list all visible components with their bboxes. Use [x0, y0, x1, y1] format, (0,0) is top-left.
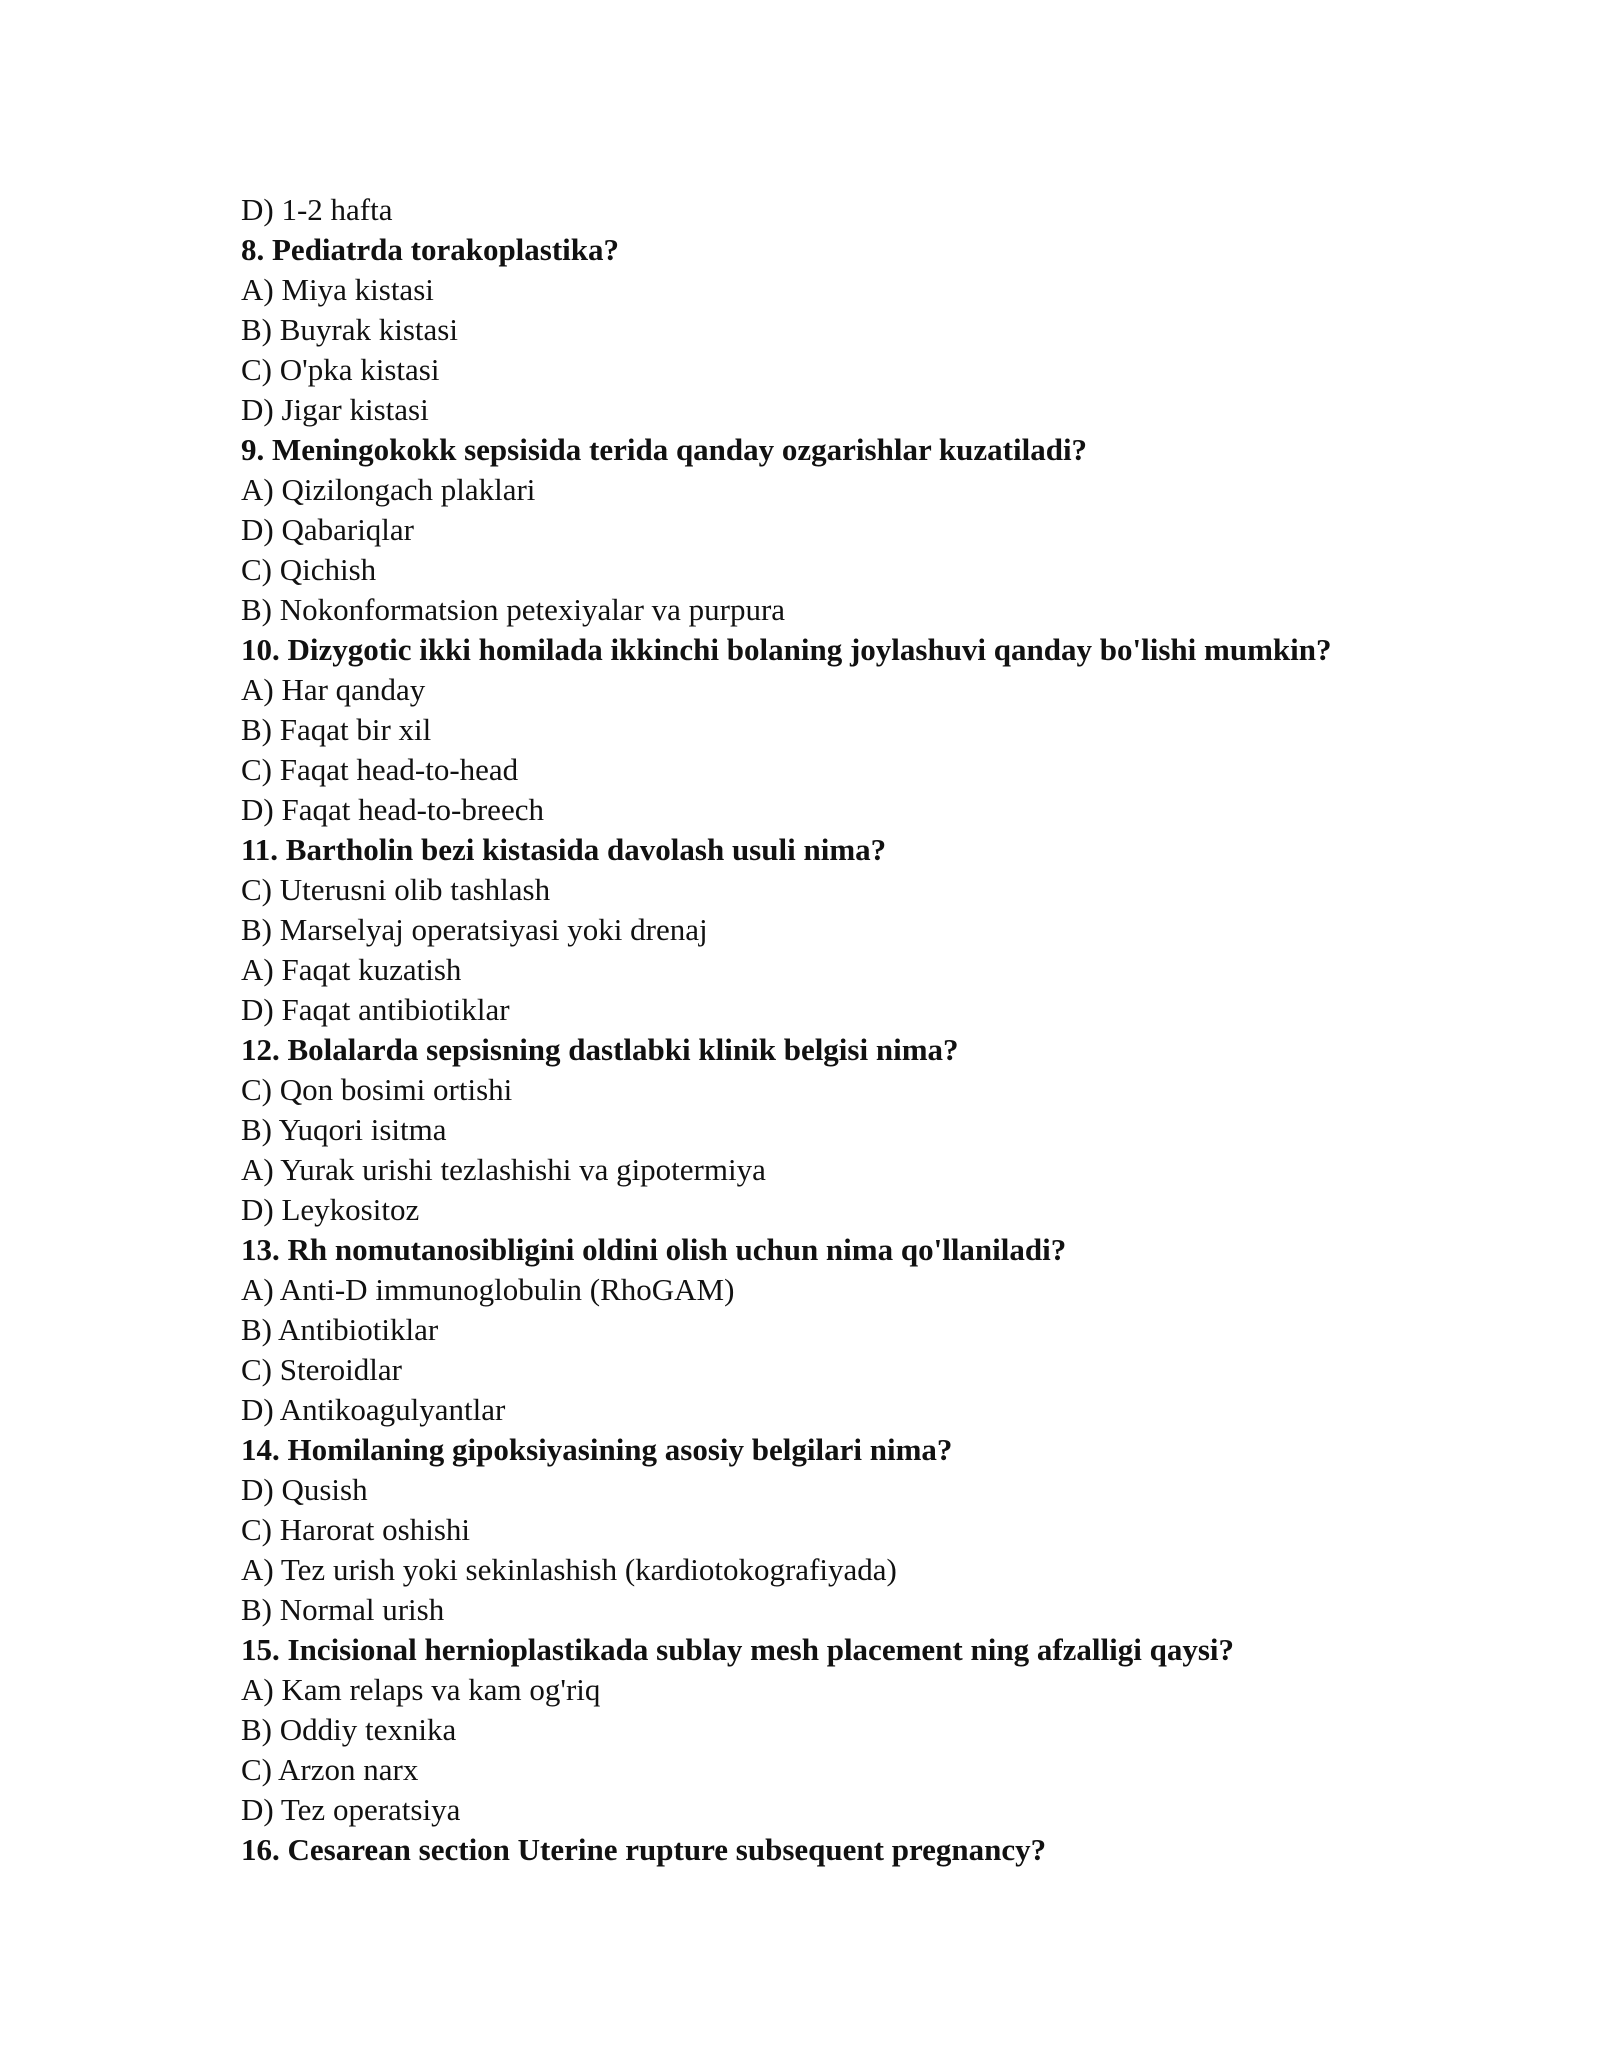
answer-option: C) Harorat oshishi	[241, 1512, 471, 1547]
answer-option: A) Faqat kuzatish	[241, 952, 462, 987]
question-text: 16. Cesarean section Uterine rupture subsequent pregnancy?	[241, 1832, 1047, 1867]
question-text: 15. Incisional hernioplastikada sublay mesh placement ning afzalligi qaysi?	[241, 1632, 1235, 1667]
answer-option: C) Arzon narx	[241, 1752, 419, 1787]
answer-option: C) Qichish	[241, 552, 377, 587]
answer-option: D) Qusish	[241, 1472, 368, 1507]
answer-option: A) Tez urish yoki sekinlashish (kardiotokografiyada)	[241, 1552, 897, 1587]
answer-option: A) Har qanday	[241, 672, 426, 707]
question-text: 13. Rh nomutanosibligini oldini olish uchun nima qo'llaniladi?	[241, 1232, 1067, 1267]
answer-option: D) Qabariqlar	[241, 512, 414, 547]
answer-option: A) Kam relaps va kam og'riq	[241, 1672, 601, 1707]
question-text: 12. Bolalarda sepsisning dastlabki klinik belgisi nima?	[241, 1032, 959, 1067]
answer-option: A) Yurak urishi tezlashishi va gipotermiya	[241, 1152, 766, 1187]
answer-option: D) Faqat head-to-breech	[241, 792, 544, 827]
answer-option: C) Uterusni olib tashlash	[241, 872, 551, 907]
answer-option: B) Buyrak kistasi	[241, 312, 458, 347]
answer-option: A) Qizilongach plaklari	[241, 472, 536, 507]
answer-option: B) Normal urish	[241, 1592, 445, 1627]
answer-option: D) 1-2 hafta	[241, 192, 393, 227]
answer-option: B) Yuqori isitma	[241, 1112, 447, 1147]
question-text: 14. Homilaning gipoksiyasining asosiy belgilari nima?	[241, 1432, 953, 1467]
answer-option: C) Steroidlar	[241, 1352, 402, 1387]
answer-option: B) Marselyaj operatsiyasi yoki drenaj	[241, 912, 708, 947]
question-text: 8. Pediatrda torakoplastika?	[241, 232, 620, 267]
answer-option: C) Qon bosimi ortishi	[241, 1072, 513, 1107]
answer-option: D) Tez operatsiya	[241, 1792, 461, 1827]
question-text: 11. Bartholin bezi kistasida davolash usuli nima?	[241, 832, 887, 867]
answer-option: B) Nokonformatsion petexiyalar va purpura	[241, 592, 786, 627]
answer-option: D) Jigar kistasi	[241, 392, 429, 427]
answer-option: A) Miya kistasi	[241, 272, 434, 307]
question-text: 10. Dizygotic ikki homilada ikkinchi bolaning joylashuvi qanday bo'lishi mumkin?	[241, 632, 1332, 667]
answer-option: B) Antibiotiklar	[241, 1312, 439, 1347]
answer-option: D) Leykositoz	[241, 1192, 420, 1227]
answer-option: B) Oddiy texnika	[241, 1712, 457, 1747]
document-body	[241, 190, 1441, 1870]
answer-option: A) Anti-D immunoglobulin (RhoGAM)	[241, 1272, 735, 1307]
answer-option: B) Faqat bir xil	[241, 712, 432, 747]
answer-option: D) Faqat antibiotiklar	[241, 992, 510, 1027]
question-text: 9. Meningokokk sepsisida terida qanday ozgarishlar kuzatiladi?	[241, 432, 1088, 467]
answer-option: D) Antikoagulyantlar	[241, 1392, 506, 1427]
answer-option: C) O'pka kistasi	[241, 352, 440, 387]
answer-option: C) Faqat head-to-head	[241, 752, 519, 787]
